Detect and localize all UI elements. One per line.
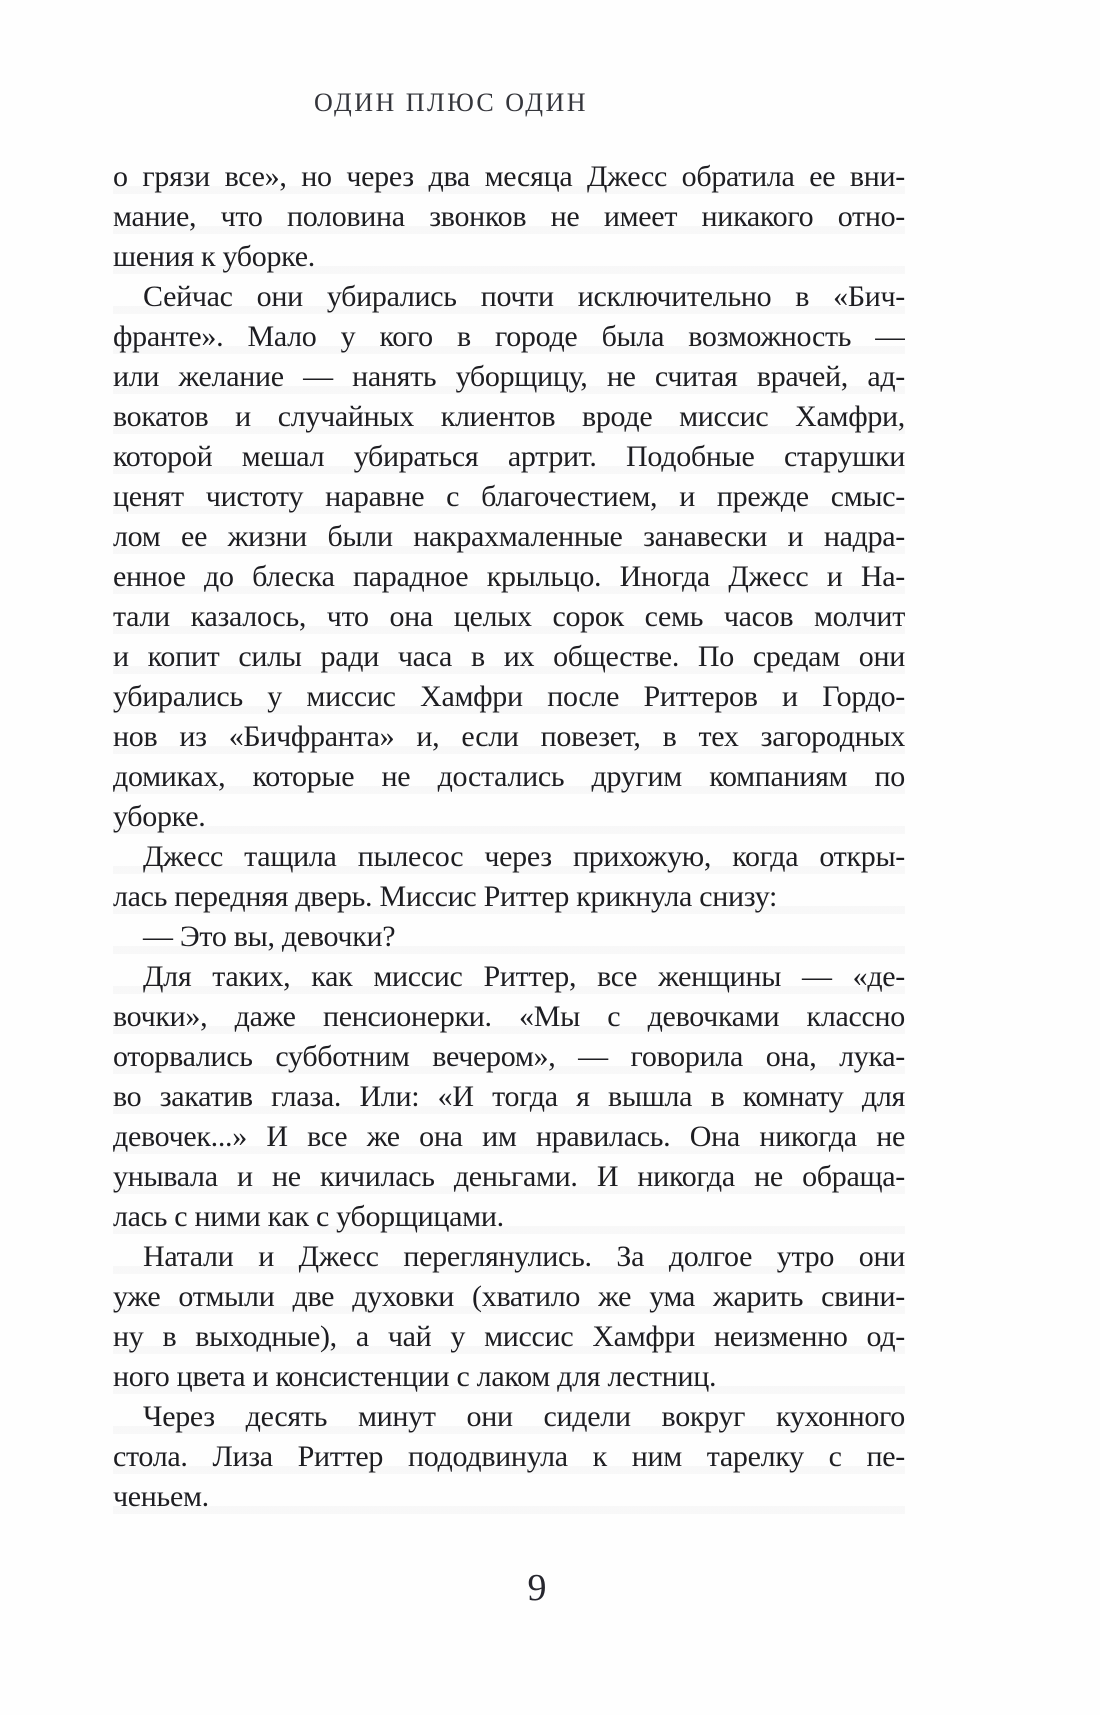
text-line: во закатив глаза. Или: «И тогда я вышла в комнату для [113,1080,905,1113]
text-line: ченьем. [113,1480,209,1513]
text-line: лом ее жизни были накрахмаленные занавески и надра- [113,520,905,553]
text-line: унывала и не кичилась деньгами. И никогда не обраща- [113,1160,905,1193]
text-line: тали казалось, что она целых сорок семь часов молчит [113,600,905,633]
text-line: Натали и Джесс переглянулись. За долгое утро они [143,1240,905,1273]
text-line: домиках, которые не достались другим компаниям по [113,760,905,793]
text-line: уборке. [113,800,206,833]
paragraph [113,1237,905,1397]
text-line: девочек...» И все же она им нравилась. Она никогда не [113,1120,905,1153]
paragraph [113,1397,905,1517]
paragraph [113,277,905,837]
paragraph [113,917,905,957]
text-line: вочки», даже пенсионерки. «Мы с девочками классно [113,1000,905,1033]
text-line: лась передняя дверь. Миссис Риттер крикнула снизу: [113,880,778,913]
text-line: лась с ними как с уборщицами. [113,1200,504,1233]
text-line: вокатов и случайных клиентов вроде миссис Хамфри, [113,400,905,433]
text-line: о грязи все», но через два месяца Джесс обратила ее вни- [113,160,905,193]
text-line: Через десять минут они сидели вокруг кухонного [143,1400,905,1433]
text-block [113,157,905,1517]
page-number: 9 [527,1567,547,1609]
text-line: — Это вы, девочки? [143,920,396,953]
paragraph [113,957,905,1237]
text-line: или желание — нанять уборщицу, не считая врачей, ад- [113,360,905,393]
text-line: ценят чистоту наравне с благочестием, и прежде смыс- [113,480,905,513]
text-line: Для таких, как миссис Риттер, все женщины — «де- [143,960,905,993]
running-header: ОДИН ПЛЮС ОДИН [313,88,588,117]
text-line: стола. Лиза Риттер пододвинула к ним тарелку с пе- [113,1440,905,1473]
text-line: уже отмыли две духовки (хватило же ума жарить свини- [113,1280,905,1313]
text-line: енное до блеска парадное крыльцо. Иногда Джесс и На- [113,560,905,593]
text-line: и копит силы ради часа в их обществе. По средам они [113,640,905,673]
paragraph [113,157,905,277]
text-line: шения к уборке. [113,240,315,273]
paragraph [113,837,905,917]
text-line: франте». Мало у кого в городе была возможность — [113,320,905,353]
text-line: мание, что половина звонков не имеет никакого отно- [113,200,905,233]
text-line: которой мешал убираться артрит. Подобные старушки [113,440,905,473]
text-line: оторвались субботним вечером», — говорила она, лука- [113,1040,905,1073]
text-line: ну в выходные), а чай у миссис Хамфри неизменно од- [113,1320,905,1353]
text-line: Джесс тащила пылесос через прихожую, когда откры- [143,840,905,873]
text-line: убирались у миссис Хамфри после Риттеров и Гордо- [113,680,905,713]
text-line: Сейчас они убирались почти исключительно в «Бич- [143,280,905,313]
text-line: нов из «Бичфранта» и, если повезет, в тех загородных [113,720,905,753]
text-line: ного цвета и консистенции с лаком для лестниц. [113,1360,717,1393]
